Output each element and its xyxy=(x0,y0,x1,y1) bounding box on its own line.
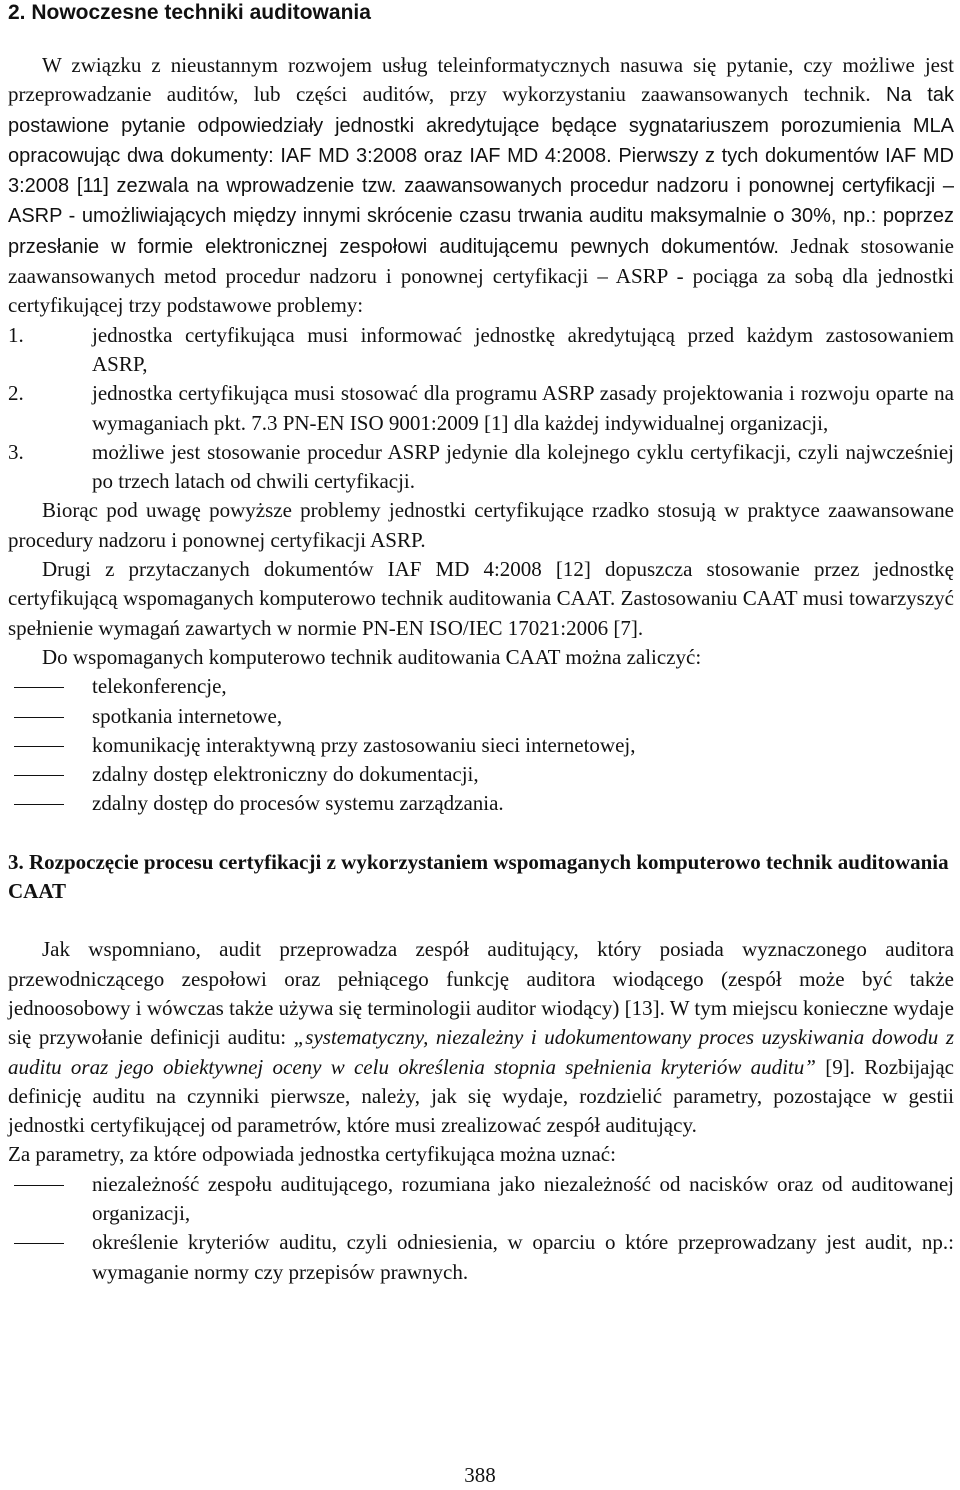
section-2-paragraph-3: Drugi z przytaczanych dokumentów IAF MD 4:2008 [12] dopuszcza stosowanie przez jednostkę certyfikującą wspomaganych komputerowo technik auditowania CAAT. Zastosowaniu CAAT musi towarzyszyć spełnienie wymagań zawartych w normie PN-EN ISO/IEC 17021:2006 [7]. xyxy=(8,557,954,640)
list-item-text: jednostka certyfikująca musi informować jednostkę akredytującą przed każdym zastosowaniem ASRP, xyxy=(92,322,954,376)
list-item-text: jednostka certyfikująca musi stosować dla programu ASRP zasady projektowania i rozwoju oparte na wymaganiach pkt. 7.3 PN-EN ISO 9001:2009 [1] dla każdej indywidualnej organizacji, xyxy=(92,381,954,435)
list-item xyxy=(8,1170,954,1229)
section-2-paragraph-2: Biorąc pod uwagę powyższe problemy jednostki certyfikujące rzadko stosują w praktyce zaawansowane procedury nadzoru i ponownej certyfikacji ASRP. xyxy=(8,498,954,552)
section-2-heading: 2. Nowoczesne techniki auditowania xyxy=(8,1,371,24)
list-item-number: 3. xyxy=(8,439,24,464)
section-2-paragraph-1 xyxy=(8,51,954,321)
paragraph-1-part-b: Na tak postawione pytanie odpowiedziały jednostki akredytujące będące sygnatariuszem porozumienia MLA opracowując dwa dokumenty: IAF MD 3:2008 oraz IAF MD 4:2008. Pierwszy z tych dokumentów IAF MD 3:2008 [11] zezwala na wprowadzenie tzw. zaawansowanych procedur nadzoru i ponownej certyfikacji – ASRP - umożliwiających między innymi skrócenie czasu trwania auditu maksymalnie o 30%, np.: poprzez przesłanie w formie elektronicznej zespołowi auditującemu pewnych dokumentów. xyxy=(8,84,954,258)
section-3-paragraph-2: Za parametry, za które odpowiada jednostka certyfikująca można uznać: xyxy=(8,1142,616,1167)
list-item-number: 2. xyxy=(8,381,24,406)
list-item-text: określenie kryteriów auditu, czyli odniesienia, w oparciu o które przeprowadzany jest audit, np.: wymaganie normy czy przepisów prawnych. xyxy=(92,1230,954,1284)
problems-list xyxy=(8,321,954,497)
list-item xyxy=(8,702,954,731)
list-item-text: telekonferencje, xyxy=(92,674,227,699)
list-item xyxy=(8,731,954,760)
paragraph-part-a: Jak wspomniano, audit przeprowadza zespół auditujący, który posiada wyznaczonego auditora przewodniczącego zespołowi oraz pełniącego funkcję auditora wiodącego (zespół może być także jednoosobowy i wówczas także używa się terminologii auditor wiodący) [13]. W tym miejscu konieczne wydaje się przywołanie definicji auditu: xyxy=(8,937,954,1050)
list-item xyxy=(8,379,954,438)
list-item xyxy=(8,789,954,818)
list-item xyxy=(8,438,954,497)
params-list xyxy=(8,1170,954,1287)
list-item-text: zdalny dostęp elektroniczny do dokumentacji, xyxy=(92,762,479,787)
list-item xyxy=(8,321,954,380)
list-item-text: możliwe jest stosowanie procedur ASRP jedynie dla kolejnego cyklu certyfikacji, czyli najwcześniej po trzech latach od chwili certyfikacji. xyxy=(92,439,954,494)
paragraph-1-part-a: W związku z nieustannym rozwojem usług teleinformatycznych nasuwa się pytanie, czy możliwe jest przeprowadzanie auditów, lub części auditów, przy wykorzystaniu zaawansowanych technik. xyxy=(8,53,954,107)
list-item-number: 1. xyxy=(8,322,24,347)
paragraph-1-part-c: Jednak stosowanie zaawansowanych metod procedur nadzoru i ponownej certyfikacji – ASRP - pociąga za sobą dla jednostki certyfikującej trzy podstawowe problemy: xyxy=(8,233,954,318)
section-3-paragraph-1 xyxy=(8,935,954,1140)
list-item xyxy=(8,1228,954,1287)
section-2-paragraph-4: Do wspomaganych komputerowo technik auditowania CAAT można zaliczyć: xyxy=(42,644,702,669)
list-item-text: spotkania internetowe, xyxy=(92,703,283,728)
caat-list xyxy=(8,672,954,818)
section-3-heading: 3. Rozpoczęcie procesu certyfikacji z wykorzystaniem wspomaganych komputerowo technik auditowania CAAT xyxy=(8,849,949,904)
list-item-text: niezależność zespołu auditującego, rozumiana jako niezależność od nacisków oraz od auditowanej organizacji, xyxy=(92,1171,954,1225)
audit-definition-quote: „systematyczny, niezależny i udokumentowany proces uzyskiwania dowodu z auditu oraz jego obiektywnej oceny w celu określenia stopnia spełnienia kryteriów auditu” xyxy=(8,1025,954,1079)
page-number: 388 xyxy=(464,1463,496,1487)
list-item xyxy=(8,760,954,789)
list-item-text: zdalny dostęp do procesów systemu zarządzania. xyxy=(92,791,504,816)
list-item-text: komunikację interaktywną przy zastosowaniu sieci internetowej, xyxy=(92,732,636,757)
list-item xyxy=(8,672,954,701)
document-page xyxy=(8,0,954,1287)
paragraph-part-b: [9]. Rozbijając definicję auditu na czynniki pierwsze, należy, jak się wydaje, rozdzielić parametry, pozostające w gestii jednostki certyfikującej od parametrów, które musi zrealizować zespół auditujący. xyxy=(8,1054,954,1138)
